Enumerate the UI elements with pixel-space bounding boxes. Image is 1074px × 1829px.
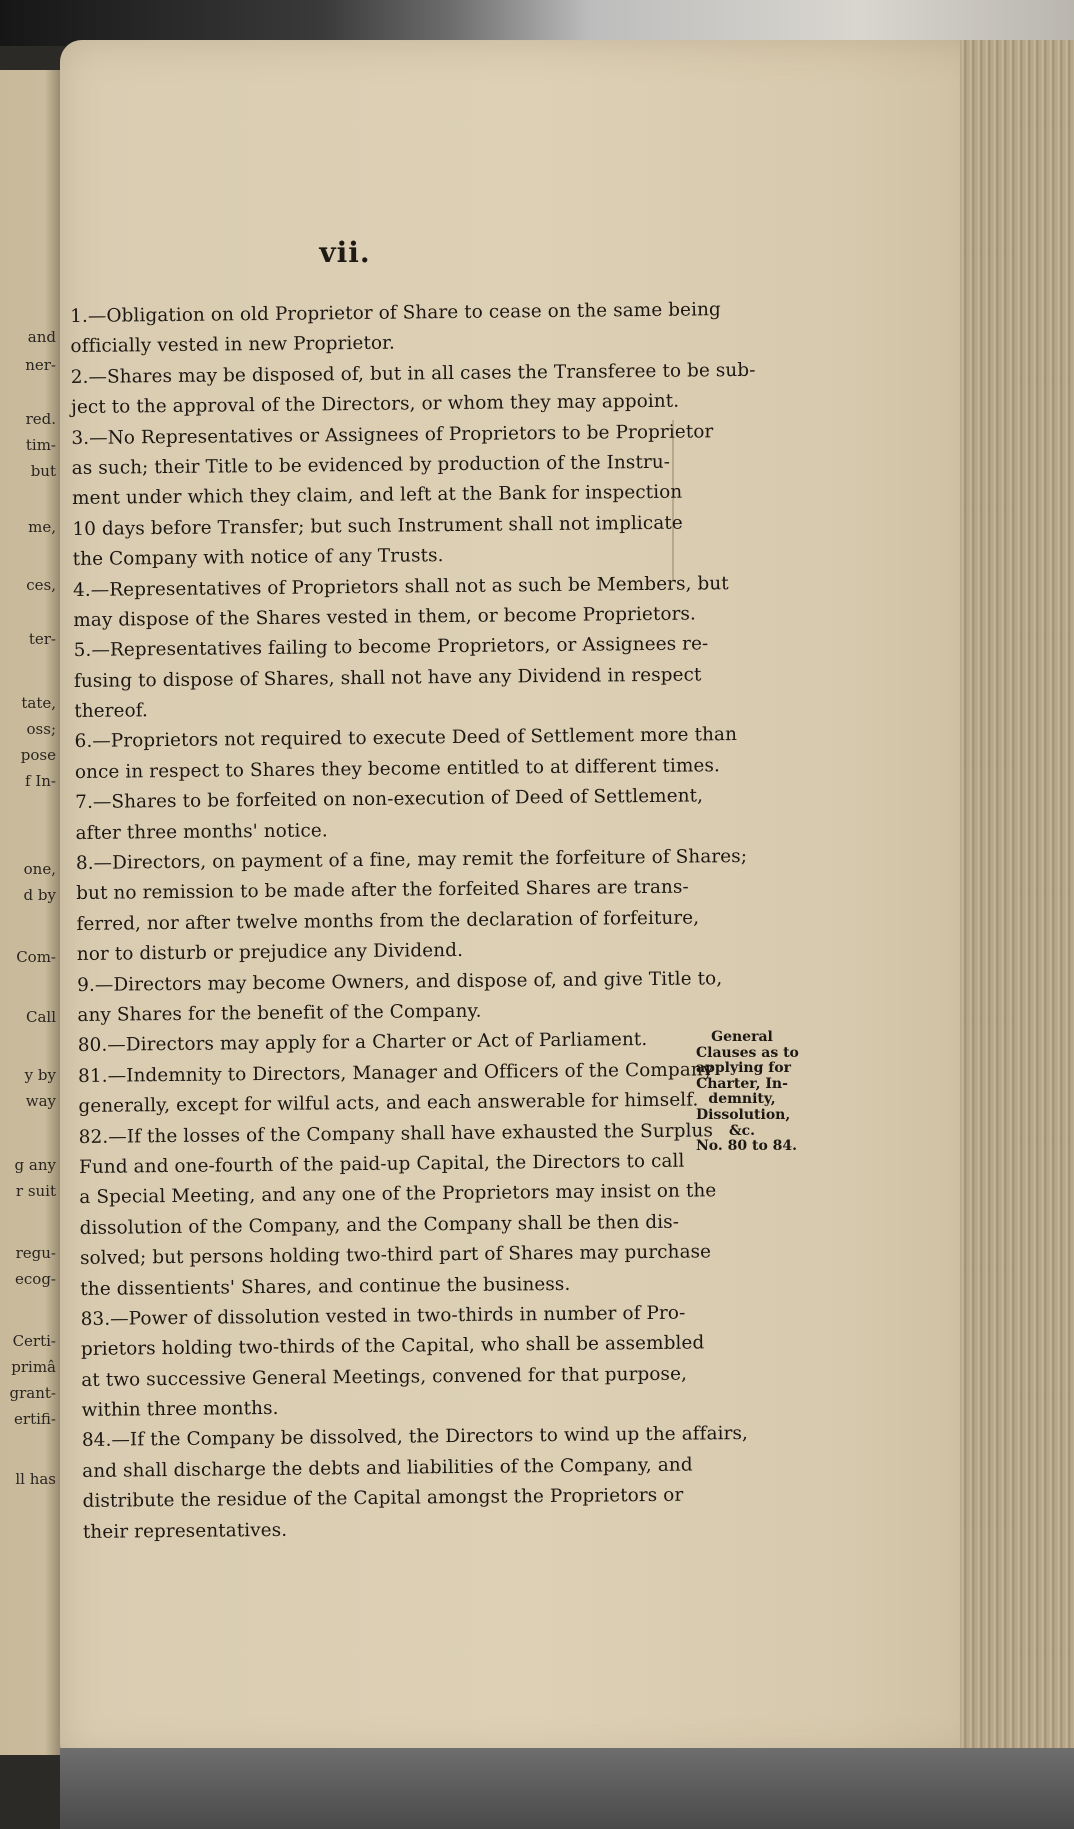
left-page-fragment: Com-	[16, 948, 56, 966]
text-line: 9.—Directors may become Owners, and dispose of, and give Title to,	[77, 967, 723, 996]
text-line: as such; their Title to be evidenced by production of the Instru-	[71, 451, 671, 479]
text-line: 7.—Shares to be forfeited on non-execution of Deed of Settlement,	[75, 785, 704, 814]
text-line: 83.—Power of dissolution vested in two-thirds in number of Pro-	[80, 1302, 686, 1330]
left-page-fragment: regu-	[15, 1244, 56, 1262]
left-page-fragment: grant-	[9, 1384, 56, 1402]
page-number: vii.	[319, 236, 371, 269]
left-page-fragment: ecog-	[15, 1270, 56, 1288]
text-line: at two successive General Meetings, convened for that purpose,	[81, 1363, 688, 1391]
left-page-fragment: me,	[28, 518, 56, 536]
text-line: dissolution of the Company, and the Company shall be then dis-	[79, 1211, 680, 1239]
left-page-fragment: and	[27, 328, 56, 346]
margin-note-line: General	[711, 1029, 773, 1045]
text-line: solved; but persons holding two-third part of Shares may purchase	[79, 1241, 712, 1270]
left-page-fragment: Call	[25, 1008, 56, 1026]
text-line: distribute the residue of the Capital amongst the Proprietors or	[82, 1484, 684, 1513]
text-line: ject to the approval of the Directors, or whom they may appoint.	[70, 390, 680, 419]
text-line: 84.—If the Company be dissolved, the Directors to wind up the affairs,	[81, 1423, 749, 1452]
scan-background-bottom	[60, 1748, 1074, 1829]
left-page-edge	[0, 70, 64, 1755]
text-line: 3.—No Representatives or Assignees of Proprietors to be Proprietor	[71, 420, 714, 449]
text-line: within three months.	[81, 1397, 279, 1422]
margin-note-line: &c.	[728, 1122, 756, 1139]
margin-note-line: Charter, In-	[696, 1075, 788, 1092]
left-page-fragment: Certi-	[12, 1332, 56, 1350]
left-page-fragment: r suit	[15, 1182, 56, 1200]
text-line: after three months' notice.	[75, 819, 328, 844]
text-line: 2.—Shares may be disposed of, but in all cases the Transferee to be sub-	[70, 359, 756, 388]
text-line: may dispose of the Shares vested in them, or become Proprietors.	[73, 603, 697, 631]
text-line: once in respect to Shares they become entitled to at different times.	[74, 755, 721, 783]
left-page-fragment: ces,	[26, 576, 56, 594]
left-page-fragment: oss;	[26, 720, 56, 738]
text-line: and shall discharge the debts and liabilities of the Company, and	[82, 1454, 693, 1482]
text-line: any Shares for the benefit of the Company.	[77, 1000, 482, 1026]
margin-note-line: Clauses as to	[696, 1044, 799, 1061]
text-line: but no remission to be made after the forfeited Shares are trans-	[76, 876, 689, 905]
left-page-fragment: but	[30, 462, 56, 480]
page-block-edge	[960, 40, 1074, 1760]
text-line: Fund and one-fourth of the paid-up Capital, the Directors to call	[78, 1150, 685, 1178]
text-line: 5.—Representatives failing to become Proprietors, or Assignees re-	[73, 633, 709, 662]
text-line: generally, except for wilful acts, and each answerable for himself.	[78, 1089, 699, 1118]
text-line: a Special Meeting, and any one of the Proprietors may insist on the	[79, 1180, 717, 1209]
left-page-fragment: way	[25, 1092, 56, 1110]
text-line: ferred, nor after twelve months from the declaration of forfeiture,	[76, 907, 700, 935]
left-page-fragment: red.	[25, 410, 56, 428]
left-page-fragment: d by	[23, 886, 56, 904]
text-line: 6.—Proprietors not required to execute Deed of Settlement more than	[74, 724, 738, 753]
margin-note-line: Dissolution,	[696, 1106, 791, 1123]
left-page-fragment: ter-	[28, 630, 56, 648]
text-line: nor to disturb or prejudice any Dividend.	[76, 940, 464, 966]
margin-note-line: applying for	[696, 1060, 791, 1077]
text-line: 82.—If the losses of the Company shall have exhausted the Surplus	[78, 1119, 714, 1148]
left-page-fragment: ner-	[25, 356, 56, 374]
margin-note-line: No. 80 to 84.	[696, 1138, 798, 1155]
margin-note	[696, 1029, 799, 1155]
left-page-fragment: tim-	[25, 436, 56, 454]
left-page-fragment: f In-	[25, 772, 56, 790]
text-line: 80.—Directors may apply for a Charter or Act of Parliament.	[77, 1029, 648, 1057]
left-page-fragment: ll has	[15, 1470, 56, 1488]
left-page-fragment: tate,	[21, 694, 56, 712]
text-line: officially vested in new Proprietor.	[70, 332, 396, 358]
text-line: the Company with notice of any Trusts.	[72, 545, 444, 571]
text-line: 4.—Representatives of Proprietors shall not as such be Members, but	[72, 572, 729, 601]
text-line: 8.—Directors, on payment of a fine, may remit the forfeiture of Shares;	[75, 845, 748, 874]
text-line: their representatives.	[82, 1519, 288, 1543]
text-line: prietors holding two-thirds of the Capital, who shall be assembled	[80, 1332, 705, 1361]
left-page-fragment: pose	[20, 746, 56, 764]
text-line: fusing to dispose of Shares, shall not have any Dividend in respect	[73, 664, 702, 692]
text-line: ment under which they claim, and left at the Bank for inspection	[71, 481, 683, 510]
text-line: thereof.	[74, 700, 149, 723]
left-page-fragment: y by	[24, 1066, 56, 1084]
text-line: the dissentients' Shares, and continue the business.	[80, 1273, 571, 1300]
left-page-fragment: primâ	[11, 1358, 56, 1376]
left-page-fragment: g any	[14, 1156, 56, 1174]
left-page-fragment: ertifi-	[14, 1410, 56, 1428]
text-line: 1.—Obligation on old Proprietor of Share to cease on the same being	[70, 299, 721, 327]
text-line: 10 days before Transfer; but such Instrument shall not implicate	[72, 512, 683, 540]
text-line: 81.—Indemnity to Directors, Manager and Officers of the Company	[77, 1059, 714, 1087]
margin-note-line: demnity,	[708, 1091, 776, 1108]
left-page-fragment: one,	[23, 860, 56, 878]
